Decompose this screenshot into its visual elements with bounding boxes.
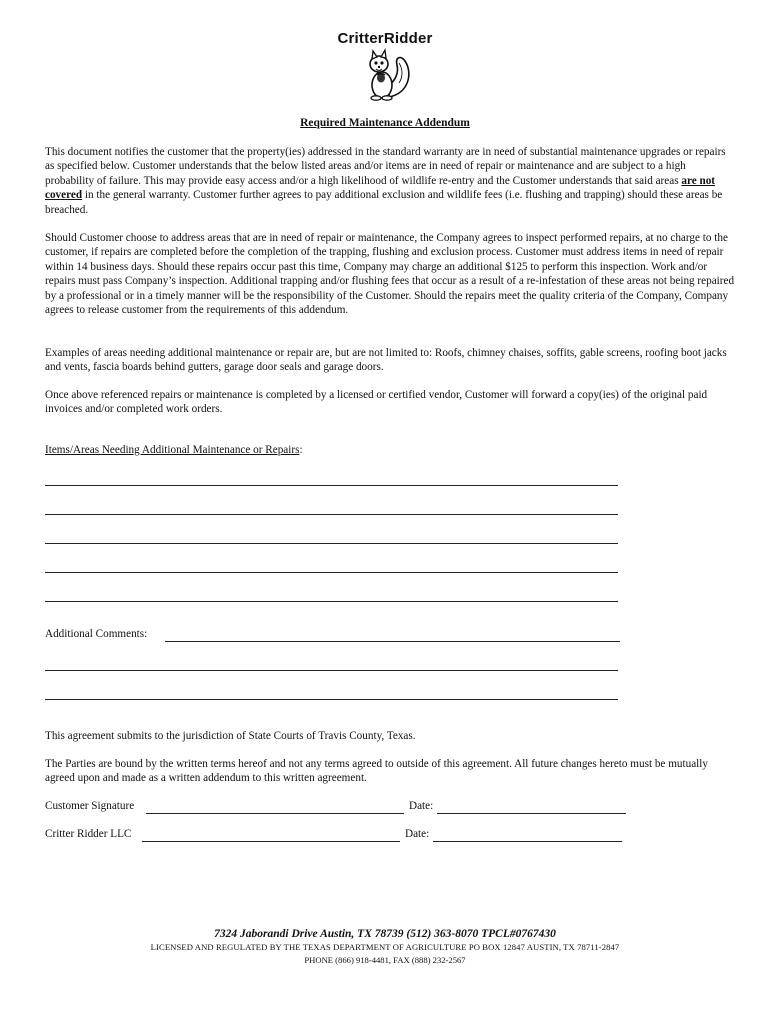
customer-date-line[interactable] [437,813,626,814]
items-blank-line-3[interactable] [45,543,618,544]
comments-blank-line-3[interactable] [45,699,618,700]
footer-address: 7324 Jaborandi Drive Austin, TX 78739 (512) 363-8070 TPCL#0767430 [214,928,556,940]
company-signature-line[interactable] [142,841,400,842]
company-date-line[interactable] [433,841,622,842]
paragraph-repair-inspection: Should Customer choose to address areas that are in need of repair or maintenance, the Company agrees to inspect performed repairs, at no charge to the customer, if repairs are completed before the completion of the trapping, flushing and exclusion process. Customer must address items in need of repair within 14 business days. Should these repairs occur past this time, Company may charge an additional $125 to perform this inspection. Work and/or repairs must pass Company’s inspection. Additional trapping and/or flushing fees that occur as a result of a re-infestation of these areas not being repaired by a professional or in a timely manner will be the responsibility of the Customer. Should the repairs meet the quality criteria of the Company, Company agrees to release customer from the requirements of this addendum. [45,232,735,317]
paragraph-warranty-notice: This document notifies the customer that the property(ies) addressed in the standard warranty are in need of substantial maintenance upgrades or repairs as specified below. Customer understands that the below listed areas and/or items are in need of repair or maintenance and are subject to a high probability of failure. This may provide easy access and/or a high likelihood of wildlife re-entry and the Customer understands that said areas are not covered in the general warranty. Customer further agrees to pay additional exclusion and wildlife fees (i.e. flushing and trapping) should these areas be breached. [45,146,726,216]
additional-comments-label: Additional Comments: [45,628,148,640]
items-areas-label: Items/Areas Needing Additional Maintenance or Repairs: [45,444,303,456]
customer-signature-label: Customer Signature [45,800,135,812]
items-blank-line-5[interactable] [45,601,618,602]
items-blank-line-4[interactable] [45,572,618,573]
company-logo [330,28,440,110]
company-signature-label: Critter Ridder LLC [45,828,132,840]
footer-license: LICENSED AND REGULATED BY THE TEXAS DEPARTMENT OF AGRICULTURE PO BOX 12847 AUSTIN, TX 78711-2847 [150,942,620,952]
paragraph-invoices: Once above referenced repairs or maintenance is completed by a licensed or certified vendor, Customer will forward a copy(ies) of the original paid invoices and/or completed work orders. [45,389,708,416]
document-title: Required Maintenance Addendum [300,117,470,129]
comments-blank-line-2[interactable] [45,670,618,671]
additional-comments-line[interactable] [165,641,620,642]
logo-brand-text: CritterRidder [337,30,433,47]
paragraph-examples: Examples of areas needing additional maintenance or repair are, but are not limited to: Roofs, chimney chaises, soffits, gable screens, roofing boot jacks and vents, fascia boards behind gutters, garage door seals and garage doors. [45,347,727,374]
footer-phone-fax: PHONE (866) 918-4481, FAX (888) 232-2567 [304,955,466,965]
not-covered-emphasis: are not covered [45,174,716,202]
customer-signature-line[interactable] [146,813,404,814]
items-blank-line-2[interactable] [45,514,618,515]
customer-date-label: Date: [409,800,434,812]
company-date-label: Date: [405,828,430,840]
squirrel-icon [355,47,415,105]
parties-clause: The Parties are bound by the written terms hereof and not any terms agreed to outside of this agreement. All future changes hereto must be mutually agreed upon and made as a written addendum to this written agreement. [45,758,708,785]
jurisdiction-clause: This agreement submits to the jurisdiction of State Courts of Travis County, Texas. [45,730,416,742]
items-blank-line-1[interactable] [45,485,618,486]
